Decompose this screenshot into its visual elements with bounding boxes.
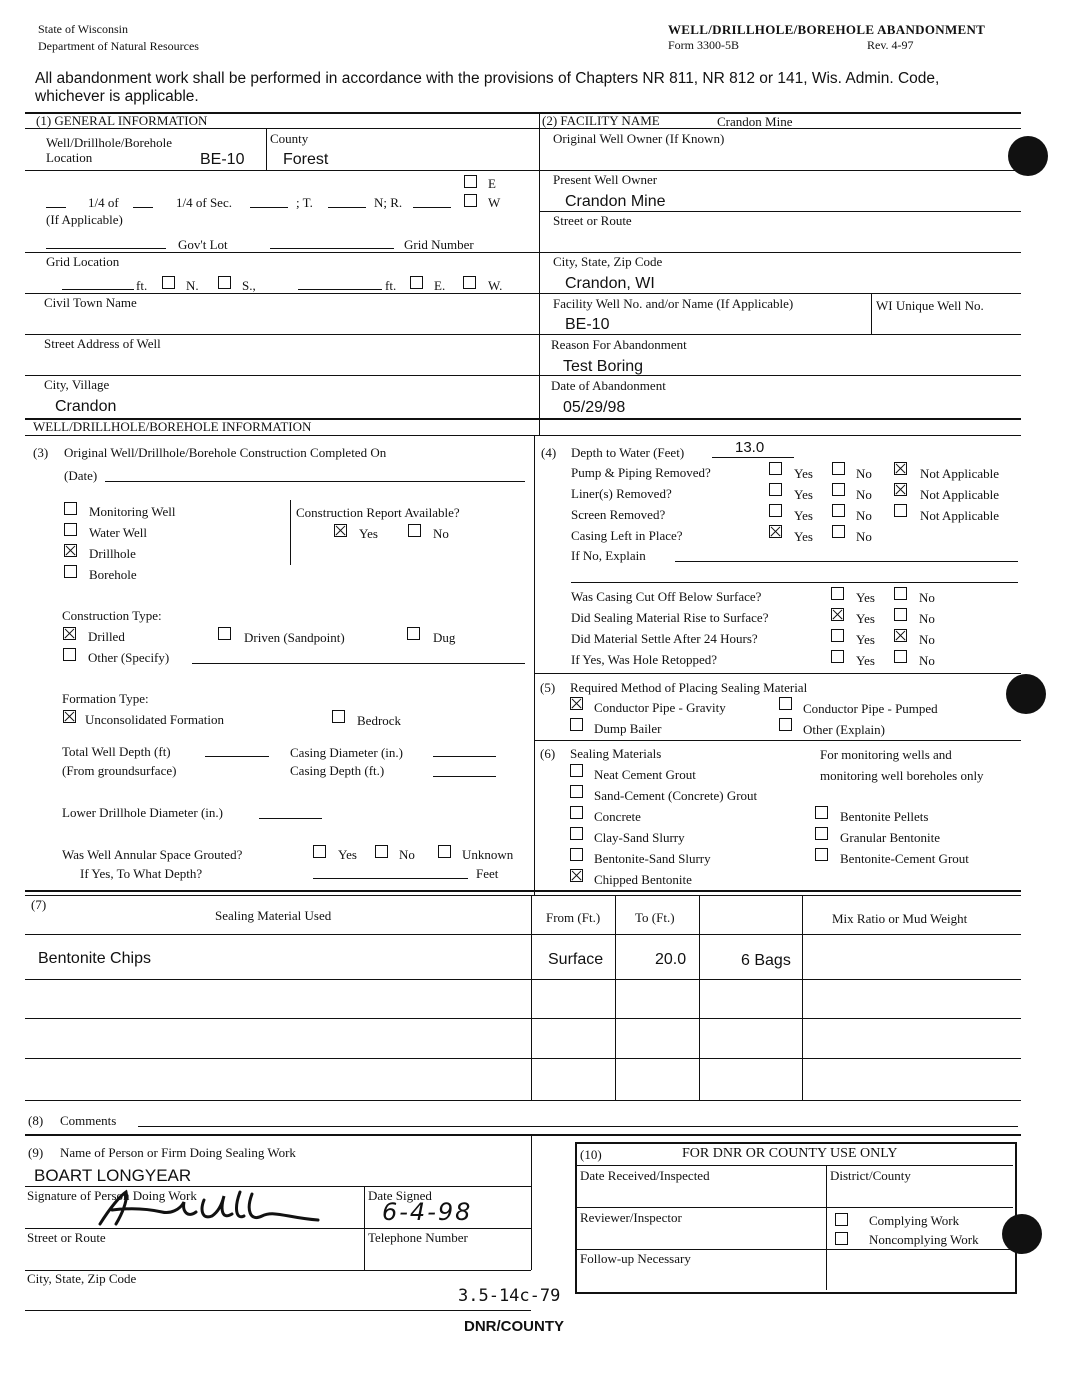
grid-number-field[interactable]	[270, 248, 394, 249]
dump-bailer-label: Dump Bailer	[594, 721, 662, 736]
chipped-bentonite-label: Chipped Bentonite	[594, 872, 692, 887]
section9-label: (9)	[28, 1145, 44, 1160]
sealing-materials-title: Sealing Materials	[570, 746, 662, 761]
total-depth-field[interactable]	[205, 756, 269, 757]
depth-water-value: 13.0	[735, 439, 765, 456]
to-header: To (Ft.)	[635, 910, 675, 925]
settle-no-checkbox[interactable]	[894, 629, 907, 642]
east-grid-label: E.	[434, 278, 446, 293]
quarter-field-2[interactable]	[133, 207, 153, 208]
other-construction-field[interactable]	[192, 663, 525, 664]
casing-depth-label: Casing Depth (ft.)	[290, 763, 385, 778]
divider	[25, 1100, 1021, 1101]
divider	[25, 252, 539, 253]
quarter-label: 1/4 of	[88, 195, 119, 210]
liner-no-label: No	[856, 487, 872, 502]
noncomplying-label: Noncomplying Work	[869, 1232, 979, 1247]
street-address-label: Street Address of Well	[44, 336, 161, 351]
casing-yes-checkbox[interactable]	[769, 525, 782, 538]
section10-label: (10)	[580, 1147, 602, 1162]
present-owner-value: Crandon Mine	[565, 193, 666, 210]
punch-hole-icon	[1002, 1214, 1042, 1254]
divider	[539, 334, 1021, 335]
screen-no-label: No	[856, 508, 872, 523]
section2-title: (2) FACILITY NAME	[542, 113, 660, 128]
clay-sand-label: Clay-Sand Slurry	[594, 830, 685, 845]
formation-type-label: Formation Type:	[62, 691, 149, 706]
divider	[25, 934, 1021, 935]
borehole-label: Borehole	[89, 567, 137, 582]
unconsolidated-label: Unconsolidated Formation	[85, 712, 225, 727]
west-grid-label: W.	[488, 278, 503, 293]
location-label: Well/Drillhole/Borehole	[46, 135, 173, 150]
rise-surface-label: Did Sealing Material Rise to Surface?	[571, 610, 769, 625]
cut-yes-label: Yes	[856, 590, 875, 605]
divider	[25, 1058, 1021, 1059]
casing-diameter-label: Casing Diameter (in.)	[290, 745, 403, 760]
retopped-label: If Yes, Was Hole Retopped?	[571, 652, 718, 667]
drillhole-label: Drillhole	[89, 546, 136, 561]
other-construction-label: Other (Specify)	[88, 650, 170, 665]
grouted-label: Was Well Annular Space Grouted?	[62, 847, 243, 862]
county-label: County	[270, 131, 309, 146]
divider	[577, 1165, 1013, 1166]
grid-number-label: Grid Number	[404, 237, 474, 252]
liner-yes-checkbox[interactable]	[769, 483, 782, 496]
facility-well-label: Facility Well No. and/or Name (If Applicable)	[553, 296, 794, 311]
grouted-no-label: No	[399, 847, 415, 862]
other-method-label: Other (Explain)	[803, 722, 885, 737]
sealer-city-label: City, State, Zip Code	[27, 1271, 137, 1286]
driven-label: Driven (Sandpoint)	[244, 630, 345, 645]
east-checkbox[interactable]	[464, 175, 477, 188]
chipped-bentonite-checkbox[interactable]	[570, 869, 583, 882]
section6-label: (6)	[540, 746, 556, 761]
pumped-label: Conductor Pipe - Pumped	[803, 701, 938, 716]
casing-diameter-field[interactable]	[433, 756, 496, 757]
report-yes-checkbox[interactable]	[334, 524, 347, 537]
ft-label-2: ft.	[385, 278, 397, 293]
driven-checkbox[interactable]	[218, 627, 231, 640]
screen-na-checkbox[interactable]	[894, 504, 907, 517]
dnr-county-label: DNR/COUNTY	[464, 1318, 564, 1335]
report-available-label: Construction Report Available?	[296, 505, 460, 520]
liner-na-checkbox[interactable]	[894, 483, 907, 496]
original-owner-label: Original Well Owner (If Known)	[553, 131, 725, 146]
other-construction-checkbox[interactable]	[63, 648, 76, 661]
date-abandonment-label: Date of Abandonment	[551, 378, 666, 393]
divider	[802, 895, 803, 1100]
bentonite-pellets-checkbox[interactable]	[815, 806, 828, 819]
rise-no-checkbox[interactable]	[894, 608, 907, 621]
govt-lot-field[interactable]	[46, 248, 166, 249]
divider	[539, 252, 1021, 253]
section7-label: (7)	[31, 897, 47, 912]
date-received-label: Date Received/Inspected	[580, 1168, 710, 1183]
department-name: Department of Natural Resources	[38, 39, 199, 53]
explain-field[interactable]	[675, 561, 1018, 562]
screen-yes-checkbox[interactable]	[769, 504, 782, 517]
pump-no-label: No	[856, 466, 872, 481]
divider	[539, 375, 1021, 376]
divider	[539, 112, 540, 436]
date-signed-label: Date Signed	[368, 1188, 432, 1203]
rise-yes-checkbox[interactable]	[831, 608, 844, 621]
construction-completed-label: Original Well/Drillhole/Borehole Construction Completed On	[64, 445, 387, 460]
noncomplying-checkbox[interactable]	[835, 1232, 848, 1245]
divider	[577, 1249, 1013, 1250]
casing-left-label: Casing Left in Place?	[571, 528, 683, 543]
sand-cement-label: Sand-Cement (Concrete) Grout	[594, 788, 758, 803]
mix-ratio-header: Mix Ratio or Mud Weight	[832, 911, 968, 926]
explain-field-2[interactable]	[571, 582, 1018, 583]
punch-hole-icon	[1006, 674, 1046, 714]
north-checkbox[interactable]	[162, 276, 175, 289]
form-code: 3.5-14c-79	[458, 1286, 561, 1306]
city-state-zip-value: Crandon, WI	[565, 275, 655, 292]
facility-well-value: BE-10	[565, 316, 610, 333]
comments-field[interactable]	[138, 1126, 1018, 1127]
divider	[25, 293, 539, 294]
row-quantity: 6 Bags	[741, 952, 791, 969]
concrete-label: Concrete	[594, 809, 641, 824]
drilled-checkbox[interactable]	[63, 627, 76, 640]
from-header: From (Ft.)	[546, 910, 601, 925]
sealer-phone-label: Telephone Number	[368, 1230, 468, 1245]
borehole-checkbox[interactable]	[64, 565, 77, 578]
gravity-label: Conductor Pipe - Gravity	[594, 700, 726, 715]
sealer-city-field[interactable]	[25, 1310, 531, 1311]
retopped-no-label: No	[919, 653, 935, 668]
settle-label: Did Material Settle After 24 Hours?	[571, 631, 758, 646]
unconsolidated-checkbox[interactable]	[63, 710, 76, 723]
from-ground-label: (From groundsurface)	[62, 763, 177, 778]
lower-diameter-label: Lower Drillhole Diameter (in.)	[62, 805, 223, 820]
monitoring-well-checkbox[interactable]	[64, 502, 77, 515]
lower-diameter-field[interactable]	[259, 818, 322, 819]
range-field[interactable]	[413, 207, 451, 208]
divider	[699, 895, 700, 1100]
cut-no-label: No	[919, 590, 935, 605]
retopped-yes-label: Yes	[856, 653, 875, 668]
reviewer-label: Reviewer/Inspector	[580, 1210, 682, 1225]
divider	[290, 500, 291, 565]
total-depth-label: Total Well Depth (ft)	[62, 744, 171, 759]
liner-no-checkbox[interactable]	[832, 483, 845, 496]
bentonite-cement-checkbox[interactable]	[815, 848, 828, 861]
divider	[871, 293, 872, 334]
divider	[826, 1165, 827, 1290]
comments-label: Comments	[60, 1113, 117, 1128]
divider	[531, 1134, 532, 1270]
divider	[615, 895, 616, 1100]
casing-yes-label: Yes	[794, 529, 813, 544]
settle-yes-label: Yes	[856, 632, 875, 647]
divider	[266, 128, 267, 170]
pump-yes-checkbox[interactable]	[769, 462, 782, 475]
facility-name-value: Crandon Mine	[717, 114, 793, 129]
unique-well-label: WI Unique Well No.	[876, 298, 984, 313]
east-label: E	[488, 176, 496, 191]
dug-label: Dug	[433, 630, 456, 645]
section8-label: (8)	[28, 1113, 44, 1128]
construction-date-field[interactable]	[105, 481, 525, 482]
row-to: 20.0	[655, 951, 687, 968]
south-label: S.,	[242, 278, 256, 293]
cut-no-checkbox[interactable]	[894, 587, 907, 600]
pumped-checkbox[interactable]	[779, 697, 792, 710]
sealing-method-title: Required Method of Placing Sealing Material	[570, 680, 808, 695]
granular-bentonite-checkbox[interactable]	[815, 827, 828, 840]
liner-removed-label: Liner(s) Removed?	[571, 486, 672, 501]
cut-yes-checkbox[interactable]	[831, 587, 844, 600]
divider	[25, 170, 539, 171]
township-label: ; T.	[296, 195, 313, 210]
sealer-name-value: BOART LONGYEAR	[34, 1166, 192, 1185]
settle-yes-checkbox[interactable]	[831, 629, 844, 642]
north-label: N.	[186, 278, 199, 293]
pump-yes-label: Yes	[794, 466, 813, 481]
city-village-label: City, Village	[44, 377, 110, 392]
construction-date-label: (Date)	[64, 468, 98, 483]
other-method-checkbox[interactable]	[779, 718, 792, 731]
divider	[534, 435, 535, 895]
rise-no-label: No	[919, 611, 935, 626]
rise-yes-label: Yes	[856, 611, 875, 626]
street-route-label: Street or Route	[553, 213, 632, 228]
south-checkbox[interactable]	[218, 276, 231, 289]
form-revision: Rev. 4-97	[867, 38, 914, 52]
divider	[25, 128, 1021, 129]
screen-removed-label: Screen Removed?	[571, 507, 666, 522]
bentonite-cement-label: Bentonite-Cement Grout	[840, 851, 969, 866]
depth-water-field[interactable]	[712, 457, 794, 458]
section5-label: (5)	[540, 680, 556, 695]
bedrock-label: Bedrock	[357, 713, 402, 728]
divider	[25, 435, 1021, 436]
west-grid-checkbox[interactable]	[463, 276, 476, 289]
section1-title: (1) GENERAL INFORMATION	[36, 113, 208, 128]
bedrock-checkbox[interactable]	[332, 710, 345, 723]
location-value: BE-10	[200, 151, 245, 168]
grouted-unknown-checkbox[interactable]	[438, 845, 451, 858]
date-abandonment-value: 05/29/98	[563, 399, 626, 416]
grouted-no-checkbox[interactable]	[375, 845, 388, 858]
construction-type-label: Construction Type:	[62, 608, 162, 623]
grouted-depth-label: If Yes, To What Depth?	[80, 866, 203, 881]
instructions: All abandonment work shall be performed in accordance with the provisions of Chapters NR 811, NR 812 or 141, Wis. Admin. Code, whichever is applicable.	[35, 70, 940, 105]
divider	[577, 1207, 1013, 1208]
form-title: WELL/DRILLHOLE/BOREHOLE ABANDONMENT	[668, 22, 986, 37]
report-yes-label: Yes	[359, 526, 378, 541]
liner-yes-label: Yes	[794, 487, 813, 502]
pump-removed-label: Pump & Piping Removed?	[571, 465, 711, 480]
divider	[534, 740, 1021, 741]
sand-cement-checkbox[interactable]	[570, 785, 583, 798]
bentonite-pellets-label: Bentonite Pellets	[840, 809, 929, 824]
form-number: Form 3300-5B	[668, 38, 740, 52]
screen-no-checkbox[interactable]	[832, 504, 845, 517]
west-label: W	[488, 195, 501, 210]
divider	[25, 375, 539, 376]
retopped-yes-checkbox[interactable]	[831, 650, 844, 663]
district-county-label: District/County	[830, 1168, 911, 1183]
bentonite-sand-checkbox[interactable]	[570, 848, 583, 861]
divider	[539, 211, 1021, 212]
signature-image	[92, 1186, 322, 1232]
liner-na-label: Not Applicable	[920, 487, 1000, 502]
bentonite-sand-label: Bentonite-Sand Slurry	[594, 851, 711, 866]
divider	[25, 890, 1021, 892]
casing-cut-label: Was Casing Cut Off Below Surface?	[571, 589, 762, 604]
divider	[25, 979, 1021, 980]
grid-ew-field[interactable]	[298, 289, 382, 290]
grid-location-label: Grid Location	[46, 254, 120, 269]
east-grid-checkbox[interactable]	[410, 276, 423, 289]
casing-depth-field[interactable]	[433, 776, 496, 777]
dnr-use-title: FOR DNR OR COUNTY USE ONLY	[682, 1146, 898, 1161]
grid-ns-field[interactable]	[62, 289, 134, 290]
city-village-value: Crandon	[55, 398, 117, 415]
civil-town-label: Civil Town Name	[44, 295, 137, 310]
settle-no-label: No	[919, 632, 935, 647]
complying-checkbox[interactable]	[835, 1213, 848, 1226]
city-state-zip-label: City, State, Zip Code	[553, 254, 663, 269]
followup-label: Follow-up Necessary	[580, 1251, 691, 1266]
ft-label: ft.	[136, 278, 148, 293]
screen-yes-label: Yes	[794, 508, 813, 523]
divider	[539, 293, 1021, 294]
complying-label: Complying Work	[869, 1213, 960, 1228]
divider	[25, 1228, 531, 1229]
clay-sand-checkbox[interactable]	[570, 827, 583, 840]
west-checkbox[interactable]	[464, 194, 477, 207]
casing-no-label: No	[856, 529, 872, 544]
neat-cement-checkbox[interactable]	[570, 764, 583, 777]
divider	[531, 895, 532, 1100]
reason-label: Reason For Abandonment	[551, 337, 687, 352]
explain-label: If No, Explain	[571, 548, 646, 563]
signature-label: Signature of Person Doing Work	[27, 1188, 197, 1203]
quarter-field[interactable]	[46, 207, 66, 208]
divider	[25, 334, 539, 335]
range-label: N; R.	[374, 195, 403, 210]
state-name: State of Wisconsin	[38, 22, 128, 36]
info-title: WELL/DRILLHOLE/BOREHOLE INFORMATION	[33, 419, 312, 434]
county-value: Forest	[283, 151, 329, 168]
pump-na-label: Not Applicable	[920, 466, 1000, 481]
feet-label: Feet	[476, 866, 499, 881]
divider	[25, 1134, 1021, 1136]
monitoring-note-2: monitoring well boreholes only	[820, 768, 984, 783]
if-applicable-label: (If Applicable)	[46, 212, 123, 227]
water-well-label: Water Well	[89, 525, 147, 540]
report-no-checkbox[interactable]	[408, 524, 421, 537]
row-material: Bentonite Chips	[38, 950, 151, 967]
sealing-material-header: Sealing Material Used	[215, 908, 332, 923]
screen-na-label: Not Applicable	[920, 508, 1000, 523]
dug-checkbox[interactable]	[407, 627, 420, 640]
section-field[interactable]	[250, 207, 288, 208]
govt-lot-label: Gov't Lot	[178, 237, 228, 252]
township-field[interactable]	[328, 207, 366, 208]
gravity-checkbox[interactable]	[570, 697, 583, 710]
row-from: Surface	[548, 951, 604, 968]
divider	[25, 1018, 1021, 1019]
pump-no-checkbox[interactable]	[832, 462, 845, 475]
grouted-depth-field[interactable]	[313, 878, 468, 879]
concrete-checkbox[interactable]	[570, 806, 583, 819]
section3-label: (3)	[33, 445, 49, 460]
monitoring-well-label: Monitoring Well	[89, 504, 176, 519]
divider	[539, 170, 1021, 171]
reason-value: Test Boring	[563, 358, 644, 375]
dump-bailer-checkbox[interactable]	[570, 718, 583, 731]
granular-bentonite-label: Granular Bentonite	[840, 830, 940, 845]
grouted-yes-checkbox[interactable]	[313, 845, 326, 858]
drilled-label: Drilled	[88, 629, 125, 644]
grouted-unknown-label: Unknown	[462, 847, 514, 862]
pump-na-checkbox[interactable]	[894, 462, 907, 475]
sealer-street-label: Street or Route	[27, 1230, 106, 1245]
water-well-checkbox[interactable]	[64, 523, 77, 536]
depth-water-label: Depth to Water (Feet)	[571, 445, 685, 460]
grouted-yes-label: Yes	[338, 847, 357, 862]
date-signed-value: 6-4-98	[382, 1198, 473, 1226]
neat-cement-label: Neat Cement Grout	[594, 767, 696, 782]
divider	[25, 895, 1021, 896]
casing-no-checkbox[interactable]	[832, 525, 845, 538]
punch-hole-icon	[1008, 136, 1048, 176]
report-no-label: No	[433, 526, 449, 541]
section4-label: (4)	[541, 445, 557, 460]
monitoring-note-1: For monitoring wells and	[820, 747, 952, 762]
divider	[534, 673, 1021, 674]
drillhole-checkbox[interactable]	[64, 544, 77, 557]
section-label: 1/4 of Sec.	[176, 195, 232, 210]
sealer-name-label: Name of Person or Firm Doing Sealing Work	[60, 1145, 296, 1160]
retopped-no-checkbox[interactable]	[894, 650, 907, 663]
location-label-2: Location	[46, 150, 93, 165]
present-owner-label: Present Well Owner	[553, 172, 658, 187]
